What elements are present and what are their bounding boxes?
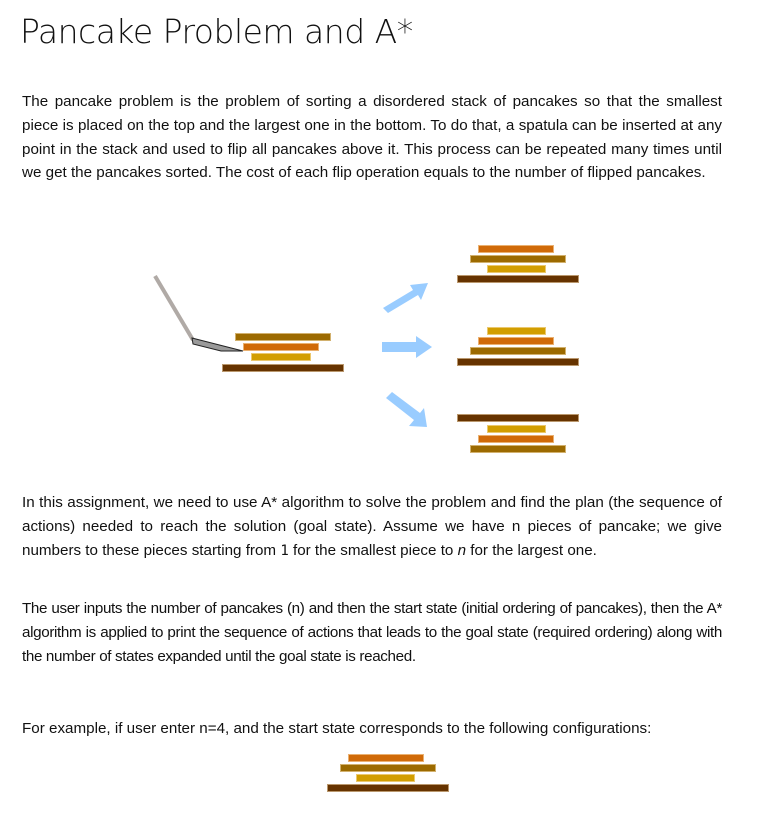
pancake-4 — [327, 784, 449, 792]
example-paragraph: For example, if user enter n=4, and the start state corresponds to the following configurations: — [22, 720, 652, 737]
user-input-paragraph: The user inputs the number of pancakes (n) and then the start state (initial ordering of pancakes), then the A* algorithm is applied to print the sequence of actions that leads to the goal state (required ordering) along with the number of states expanded until the goal state is reached. — [22, 600, 722, 665]
arrow-down-right-icon — [386, 392, 427, 427]
page-title: Pancake Problem and A* — [20, 12, 413, 51]
variable-n: n — [457, 541, 467, 559]
pancake-3 — [470, 255, 566, 263]
spatula-icon — [155, 276, 243, 351]
pancake-2 — [243, 343, 319, 351]
pancake-1 — [487, 265, 546, 273]
pancake-4 — [222, 364, 344, 372]
intro-paragraph: The pancake problem is the problem of sorting a disordered stack of pancakes so that the smallest piece is placed on the top and the largest one in the bottom. To do that, a spatula can be inserted at any point in the stack and used to flip all pancakes above it. This process can be repeated many times until we get the pancakes sorted. The cost of each flip operation equals to the number of flipped pancakes. — [22, 93, 722, 182]
pancake-3 — [340, 764, 436, 772]
pancake-2 — [478, 435, 554, 443]
pancake-1 — [251, 353, 311, 361]
pancake-4 — [457, 414, 579, 422]
pancake-2 — [478, 245, 554, 253]
assignment-paragraph: In this assignment, we need to use A* algorithm to solve the problem and find the plan (the sequence of actions) needed to reach the solution (goal state). Assume we have n pieces of pancake; we give numbers to these pieces starting from 1 for the smallest piece to n for the largest one. — [22, 494, 722, 559]
pancake-4 — [457, 275, 579, 283]
number-one: 1 — [280, 542, 289, 559]
pancake-1 — [487, 327, 546, 335]
pancake-3 — [235, 333, 331, 341]
arrow-up-right-icon — [383, 283, 428, 313]
pancake-1 — [356, 774, 415, 782]
pancake-1 — [487, 425, 546, 433]
pancake-3 — [470, 445, 566, 453]
pancake-2 — [348, 754, 424, 762]
arrow-right-icon — [382, 336, 432, 358]
pancake-4 — [457, 358, 579, 366]
pancake-3 — [470, 347, 566, 355]
pancake-2 — [478, 337, 554, 345]
